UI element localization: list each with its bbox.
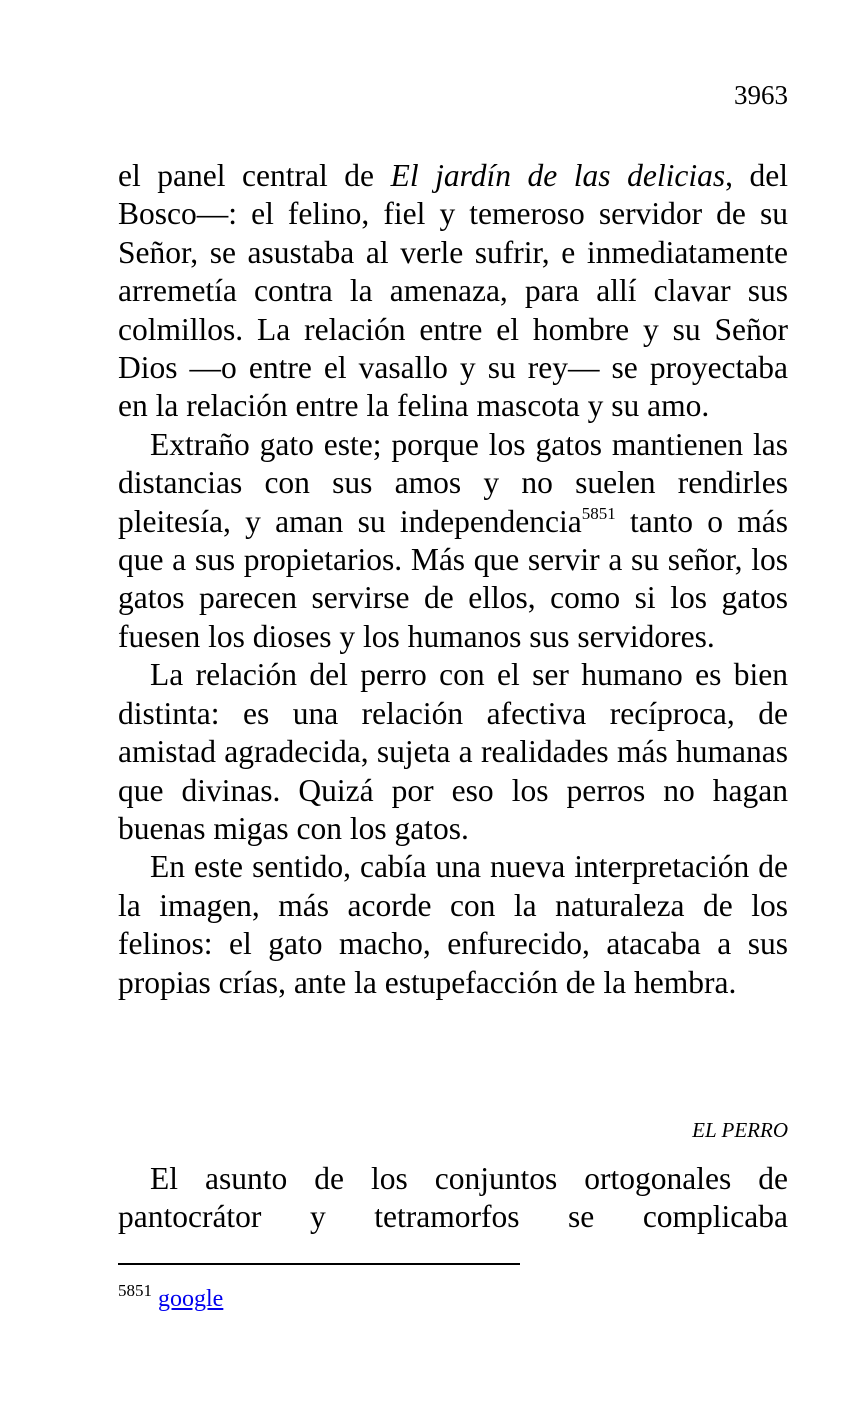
section-text — [118, 1160, 788, 1237]
paragraph: El asunto de los conjuntos ortogonales de pantocrátor y tetramorfos se complicaba — [118, 1161, 788, 1235]
book-title: El jardín de las delicias — [390, 158, 726, 193]
section-heading: EL PERRO — [692, 1118, 788, 1142]
paragraph: La relación del perro con el ser humano es bien distinta: es una relación afectiva recíproca, de amistad agradecida, sujeta a realidades más humanas que divinas. Quizá por eso los perros no hagan buenas migas con los gatos. — [118, 657, 788, 846]
footnote-number: 5851 — [118, 1281, 152, 1300]
paragraph — [118, 157, 788, 426]
paragraph-text: Extraño gato este; porque los gatos mantienen las distancias con sus amos y no suelen rendirles pleitesía, y aman su independencia — [118, 426, 788, 539]
paragraph-text: tanto o más que a sus propietarios. Más que servir a su señor, los gatos parecen servirse de ellos, como si los gatos fuesen los dioses y los humanos sus servidores. — [118, 503, 788, 654]
paragraph-text: , del Bosco―: el felino, fiel y temeroso servidor de su Señor, se asustaba al verle sufrir, e inmediatamente arremetía contra la amenaza, para allí clavar sus colmillos. La relación entre el hombre y su Señor Dios ―o entre el vasallo y su rey― se proyectaba en la relación entre la felina mascota y su amo. — [118, 158, 789, 424]
paragraph-text: el panel central de — [118, 158, 391, 193]
body-text — [118, 157, 788, 1002]
paragraph — [118, 426, 788, 656]
page-number: 3963 — [734, 80, 788, 110]
footnote — [118, 1283, 223, 1317]
footnote-link[interactable]: google — [158, 1286, 224, 1312]
paragraph: En este sentido, cabía una nueva interpretación de la imagen, más acorde con la naturaleza de los felinos: el gato macho, enfurecido, atacaba a sus propias crías, ante la estupefacción de la hembra. — [118, 849, 788, 1000]
footnote-reference[interactable]: 5851 — [581, 503, 616, 523]
footnote-divider — [118, 1263, 520, 1265]
